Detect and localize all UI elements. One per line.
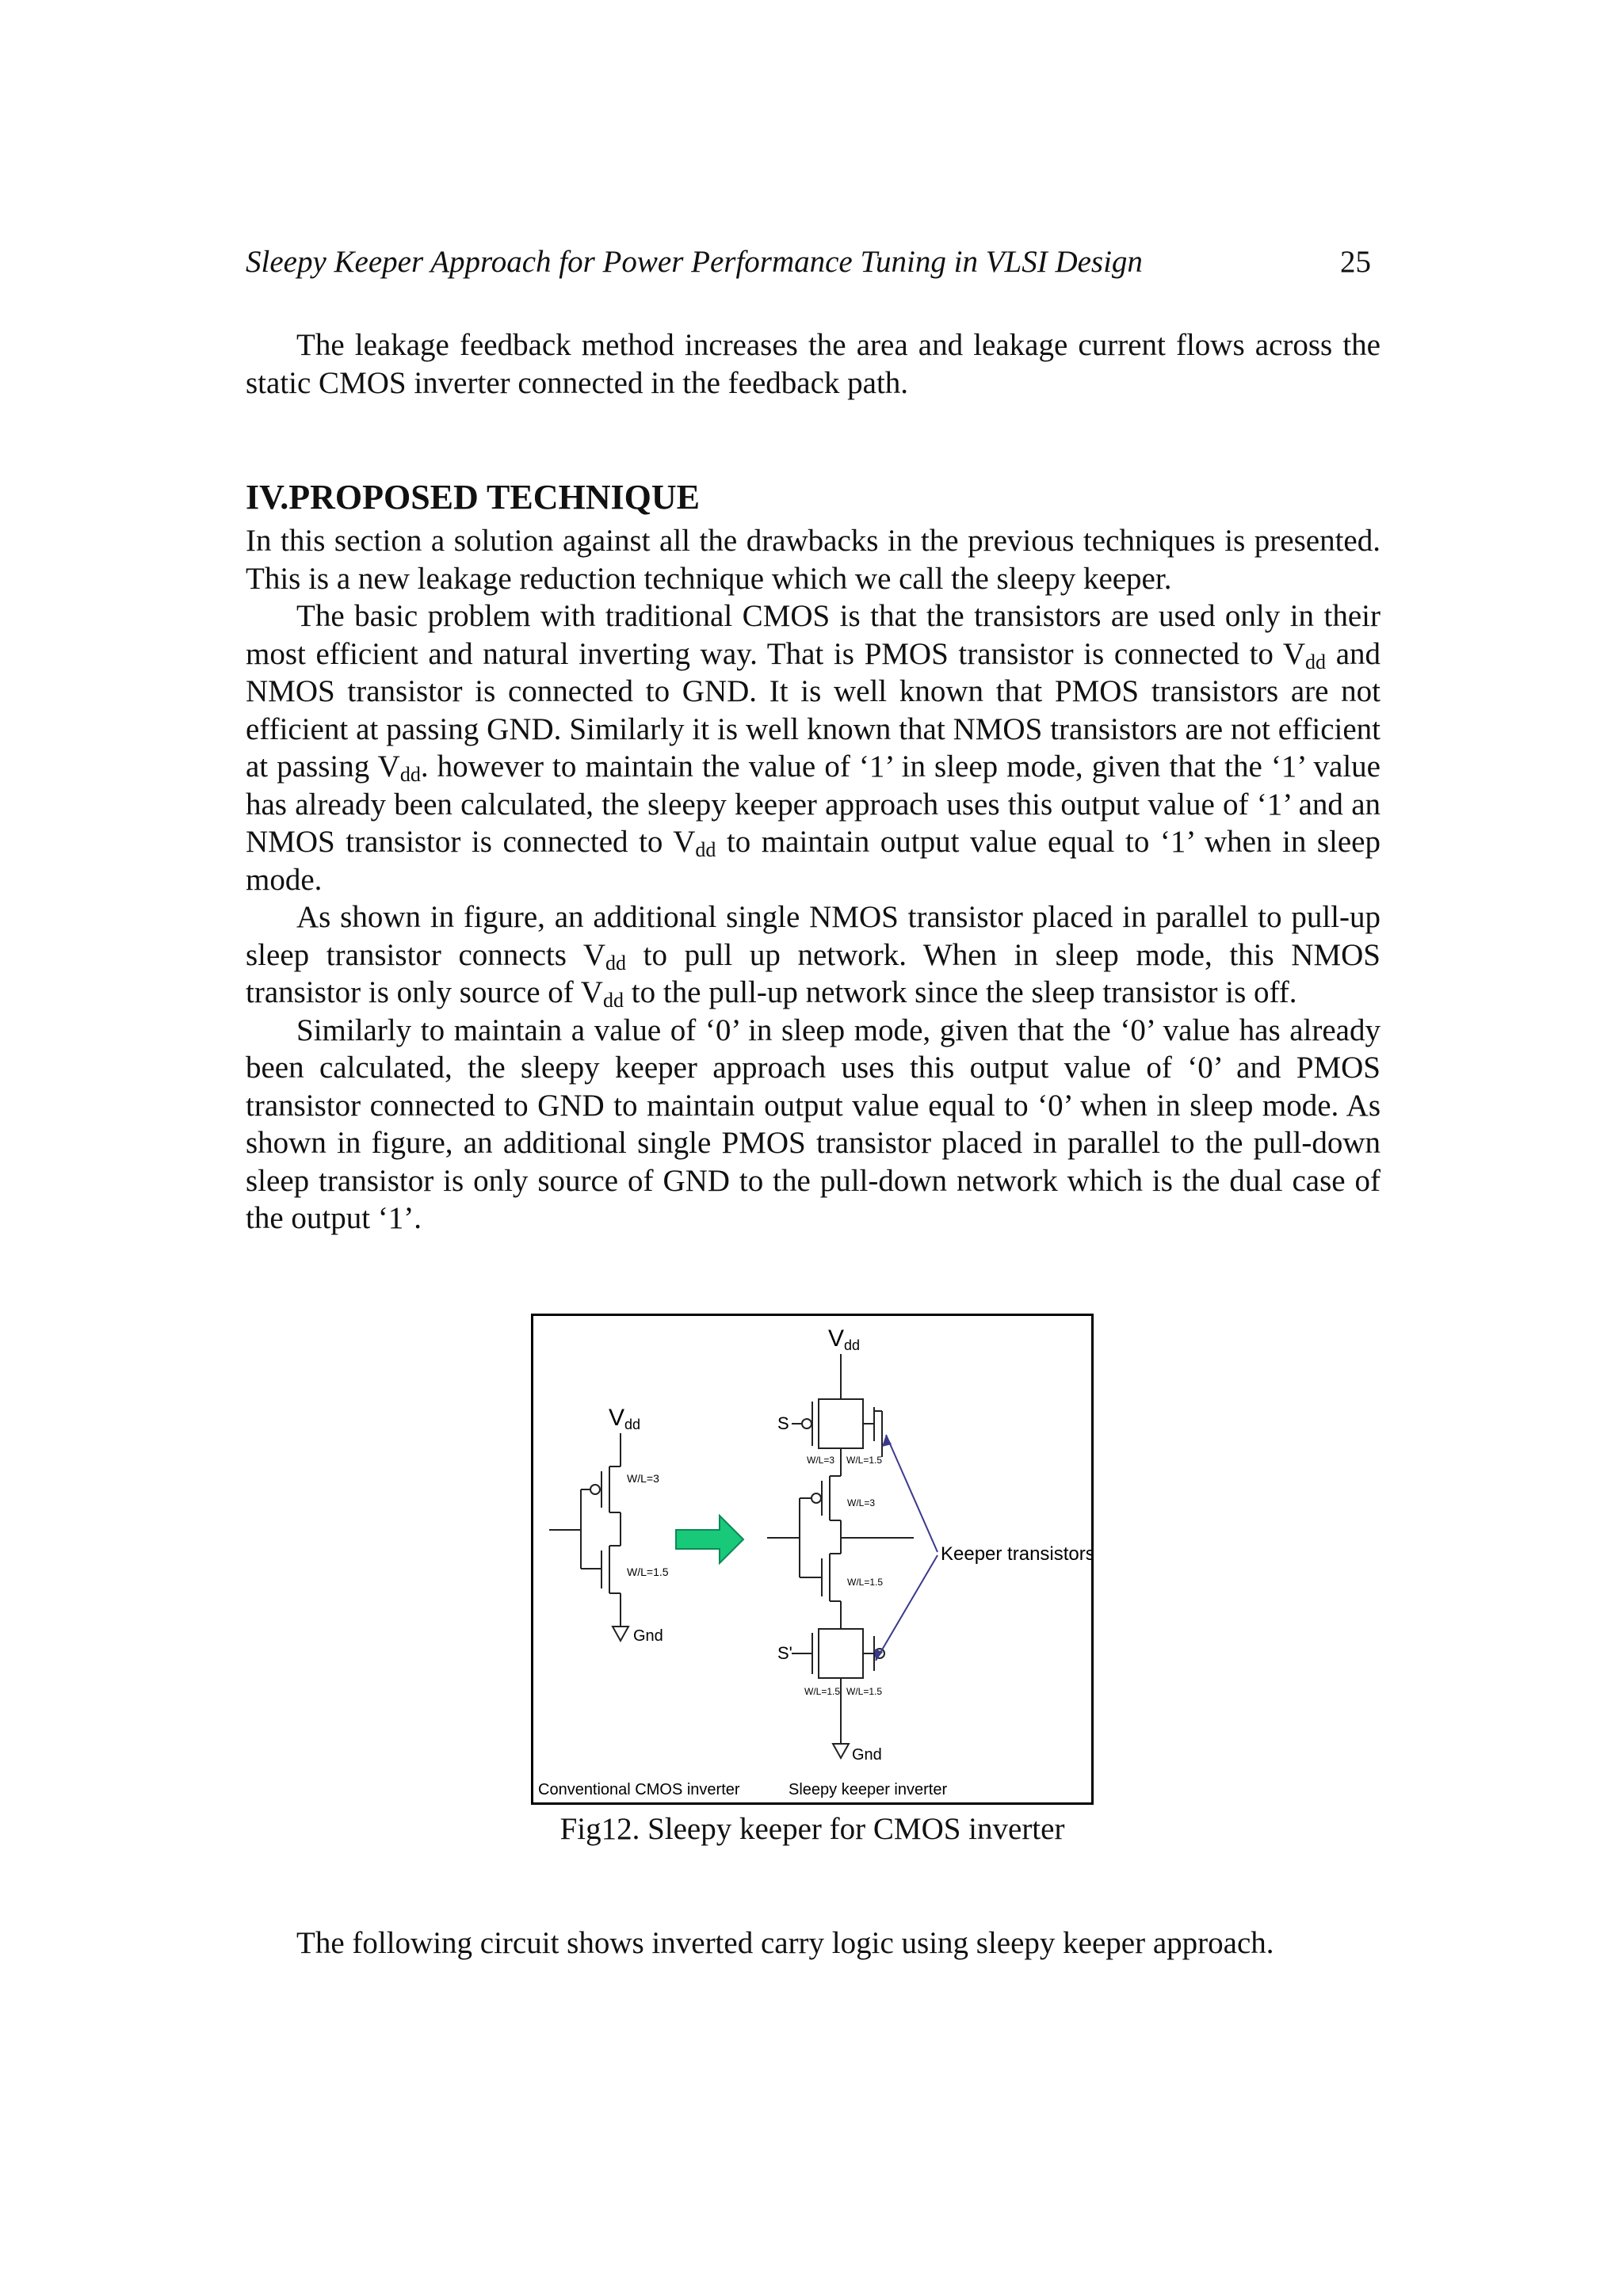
paragraph-2: The basic problem with traditional CMOS is that the transistors are used only in their most efficient and natural inverting way. That is PMOS transistor is connected to $V_{dd}$ and NMOS transistor is connected to GND. It is well known that PMOS transistors are not efficient at passing GND. Similarly it is well known that NMOS transistors are not efficient at passing $V_{dd}$. however to maintain the value of ‘1’ in sleep mode, given that the ‘1’ value has already been calculated, the sleepy keeper approach uses this output value of ‘1’ and an NMOS transistor is connected to $V_{dd}$ to maintain output value equal to ‘1’ when in sleep mode. <box>246 599 1381 897</box>
right-vdd-label: Vdd <box>828 1325 861 1353</box>
right-wl-keep-n: W/L=1.5 <box>846 1455 883 1466</box>
section-body <box>246 522 1381 1238</box>
left-gnd-label: Gnd <box>633 1627 663 1645</box>
right-wl-sleep-n: W/L=1.5 <box>804 1686 841 1697</box>
transform-arrow-icon <box>676 1516 743 1563</box>
sleep-bar-signal-label: S' <box>777 1643 792 1663</box>
right-wl-p: W/L=3 <box>847 1497 876 1508</box>
left-vdd-label: Vdd <box>609 1405 641 1432</box>
paragraph-4: Similarly to maintain a value of ‘0’ in sleep mode, given that the ‘0’ value has already been calculated, the sleepy keeper approach uses this output value of ‘0’ and PMOS transistor connected to GND to maintain output value equal to ‘0’ when in sleep mode. As shown in figure, an additional single PMOS transistor placed in parallel to the pull-down sleep transistor is only source of GND to the pull-down network which is the dual case of the output ‘1’. <box>246 1013 1381 1235</box>
intro-paragraph: The leakage feedback method increases the area and leakage current flows across the static CMOS inverter connected in the feedback path. <box>246 328 1381 400</box>
running-header <box>246 244 1371 284</box>
running-title: Sleepy Keeper Approach for Power Performance Tuning in VLSI Design <box>246 245 1143 279</box>
paragraph-1: In this section a solution against all the drawbacks in the previous techniques is presented. This is a new leakage reduction technique which we call the sleepy keeper. <box>246 524 1381 596</box>
left-wl-top: W/L=3 <box>627 1472 659 1485</box>
left-subcaption: Conventional CMOS inverter <box>538 1781 740 1798</box>
figure-caption: Fig12. Sleepy keeper for CMOS inverter <box>559 1812 1065 1846</box>
figure-sleepy-keeper <box>531 1314 1094 1805</box>
page-number: 25 <box>1340 245 1371 279</box>
right-wl-n: W/L=1.5 <box>847 1577 884 1588</box>
keeper-transistors-label: Keeper transistors <box>941 1543 1091 1565</box>
right-gnd-label: Gnd <box>852 1746 882 1764</box>
intro-block <box>246 326 1381 402</box>
section-heading: IV.PROPOSED TECHNIQUE <box>246 478 700 517</box>
left-wl-bottom: W/L=1.5 <box>627 1566 669 1578</box>
right-wl-keep-p: W/L=1.5 <box>846 1686 883 1697</box>
paragraph-3: As shown in figure, an additional single NMOS transistor placed in parallel to pull-up sleep transistor connects $V_{dd}$ to pull up network. When in sleep mode, this NMOS transistor is only source of $V_{dd}$ to the pull-up network since the sleep transistor is off. <box>246 900 1381 1012</box>
closing-paragraph: The following circuit shows inverted carry logic using sleepy keeper approach. <box>296 1926 1274 1960</box>
circuit-diagram <box>533 1316 1091 1802</box>
right-subcaption: Sleepy keeper inverter <box>789 1781 948 1798</box>
right-wl-sleep-p: W/L=3 <box>807 1455 835 1466</box>
sleep-signal-label: S <box>777 1413 789 1433</box>
